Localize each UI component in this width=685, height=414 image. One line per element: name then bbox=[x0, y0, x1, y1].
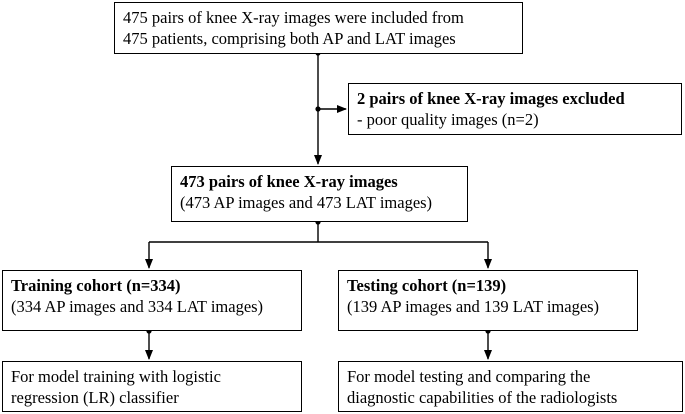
training-use-line-1: For model training with logistic bbox=[11, 367, 221, 386]
training-cohort-title: Training cohort (n=334) bbox=[11, 276, 181, 295]
testing-use-box bbox=[338, 361, 683, 412]
final-cohort-box bbox=[171, 166, 468, 222]
excluded-title: 2 pairs of knee X-ray images excluded bbox=[357, 89, 625, 108]
excluded-box bbox=[348, 83, 682, 135]
testing-use-line-1: For model testing and comparing the bbox=[347, 367, 591, 386]
excluded-detail: - poor quality images (n=2) bbox=[357, 110, 539, 129]
included-line-1: 475 pairs of knee X-ray images were included from bbox=[123, 8, 464, 27]
final-cohort-detail: (473 AP images and 473 LAT images) bbox=[180, 193, 433, 212]
testing-cohort-title: Testing cohort (n=139) bbox=[347, 276, 507, 295]
training-use-box bbox=[2, 361, 302, 412]
included-box bbox=[114, 2, 523, 54]
training-use-line-2: regression (LR) classifier bbox=[11, 388, 179, 407]
final-cohort-title: 473 pairs of knee X-ray images bbox=[180, 172, 398, 191]
training-cohort-detail: (334 AP images and 334 LAT images) bbox=[11, 297, 264, 316]
testing-use-line-2: diagnostic capabilities of the radiologists bbox=[347, 388, 618, 407]
testing-cohort-detail: (139 AP images and 139 LAT images) bbox=[347, 297, 600, 316]
training-cohort-box bbox=[2, 270, 302, 331]
testing-cohort-box bbox=[338, 270, 638, 331]
included-line-2: 475 patients, comprising both AP and LAT images bbox=[123, 29, 456, 48]
